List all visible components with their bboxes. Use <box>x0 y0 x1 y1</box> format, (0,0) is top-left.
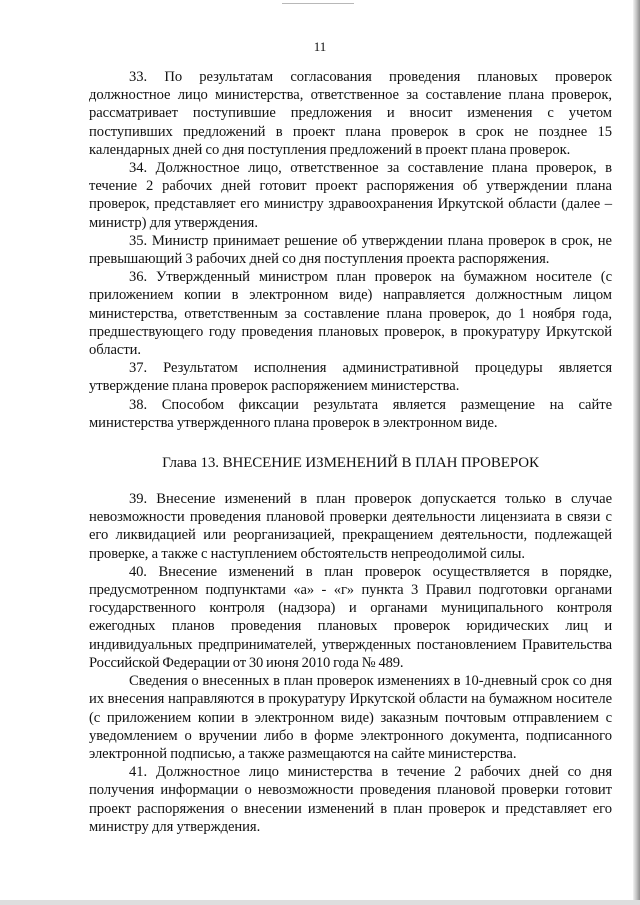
paragraph-39: 39. Внесение изменений в план проверок допускается только в случае невозможности проведения плановой проверки деятельности лицензиата в связи с его ликвидацией или реорганизацией, прекращением деятельности, подлежащей проверке, а также с наступлением обстоятельств непреодолимой силы. <box>89 491 612 562</box>
paragraph-40-notice: Сведения о внесенных в план проверок изменениях в 10-дневный срок со дня их внесения направляются в прокуратуру Иркутской области на бумажном носителе (с приложением копии в электронном виде) заказным почтовым отправлением с уведомлением о вручении либо в форме электронного документа, подписанного электронной подписью, а также размещаются на сайте министерства. <box>89 673 612 762</box>
document-body <box>89 68 612 836</box>
paragraph-35: 35. Министр принимает решение об утверждении плана проверок в срок, не превышающий 3 рабочих дней со дня поступления проекта распоряжения. <box>89 232 612 268</box>
paragraph-41: 41. Должностное лицо министерства в течение 2 рабочих дней со дня получения информации о невозможности проведения плановой проверки готовит проект распоряжения о внесении изменений в план проверок и представляет его министру для утверждения. <box>89 764 612 835</box>
page-bottom-shadow <box>0 900 640 905</box>
chapter-heading: Глава 13. ВНЕСЕНИЕ ИЗМЕНЕНИЙ В ПЛАН ПРОВЕРОК <box>162 455 539 472</box>
paragraph-36: 36. Утвержденный министром план проверок на бумажном носителе (с приложением копии в электронном виде) направляется должностным лицом министерства, ответственным за составление плана проверок, до 1 ноября года, предшествующего году проведения плановых проверок, в прокуратуру Иркутской области. <box>89 269 612 359</box>
paragraph-38: 38. Способом фиксации результата является размещение на сайте министерства утвержденного плана проверок в электронном виде. <box>89 396 612 431</box>
top-rule <box>282 3 354 4</box>
page-number: 11 <box>313 39 327 54</box>
paragraph-40: 40. Внесение изменений в план проверок осуществляется в порядке, предусмотренном подпунктами «а» - «г» пункта 3 Правил подготовки органами государственного контроля (надзора) и органами муниципального контроля ежегодных планов проведения плановых проверок юридических лиц и индивидуальных предпринимателей, утвержденных постановлением Правительства Российской Федерации от 30 июня 2010 года № 489. <box>89 563 612 671</box>
paragraph-37: 37. Результатом исполнения административной процедуры является утверждение плана проверок распоряжением министерства. <box>89 360 612 395</box>
paragraph-33: 33. По результатам согласования проведения плановых проверок должностное лицо министерства, ответственное за составление плана проверок, рассматривает поступившие предложения и вносит изменения с учетом поступивших предложений в проект плана проверок в срок не позднее 15 календарных дней со дня поступления предложений в проект плана проверок. <box>89 69 612 158</box>
paragraph-34: 34. Должностное лицо, ответственное за составление плана проверок, в течение 2 рабочих дней готовит проект распоряжения об утверждении плана проверок, представляет его министру здравоохранения Иркутской области (далее – министр) для утверждения. <box>89 160 612 231</box>
page-edge-shadow <box>633 0 640 905</box>
